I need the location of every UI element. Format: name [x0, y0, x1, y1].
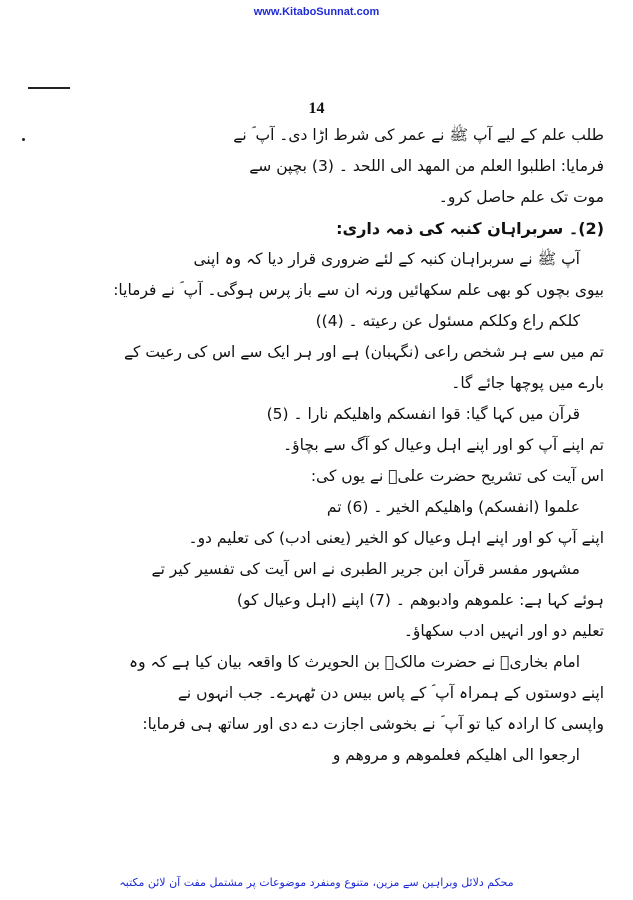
text-line-1: طلب علم کے لیے آپ ﷺ نے عمر کی شرط اڑا دی۔ آپ ؐ نے: [233, 126, 604, 144]
hadith-quote-1: كلكم راع وكلكم مسئول عن رعيته ۔ (4)): [315, 312, 580, 330]
corner-rule: [28, 87, 70, 89]
text-line-3: موت تک علم حاصل کرو۔: [438, 188, 604, 206]
text-line-17: تعلیم دو اور انہیں ادب سکھاؤ۔: [403, 622, 604, 640]
text-line-8: تم میں سے ہر شخص راعی (نگہبان) ہے اور ہر ایک سے اس کی رعیت کے: [123, 343, 604, 361]
text-line-15: مشہور مفسر قرآن ابن جریر الطبری نے اس آیت کی تفسیر کیر تے: [151, 560, 580, 578]
text-line-9: بارے میں پوچھا جائے گا۔: [451, 374, 604, 392]
text-line-12: اس آیت کی تشریح حضرت علیؓ نے یوں کی:: [310, 467, 604, 485]
text-line-2: فرمایا: اطلبوا العلم من المهد الی اللحد ۔ (3) بچپن سے: [249, 157, 604, 175]
text-line-11: تم اپنے آپ کو اور اپنے اہل وعیال کو آگ سے بچاؤ۔: [283, 436, 604, 454]
text-line-19: اپنے دوستوں کے ہمراہ آپ ؐ کے پاس بیس دن ٹھہرے۔ جب انہوں نے: [177, 684, 604, 702]
quran-quote-line: قرآن میں کہا گیا: قوا انفسكم واهليكم نارا ۔ (5): [266, 405, 580, 423]
text-line-6: بیوی بچوں کو بھی علم سکھائیں ورنہ ان سے باز پرس ہوگی۔ آپ ؐ نے فرمایا:: [113, 281, 604, 299]
text-line-5: آپ ﷺ نے سربراہان کنبہ کے لئے ضروری قرار دیا کہ وہ اپنی: [193, 250, 580, 268]
page-number: 14: [308, 100, 325, 117]
hadith-quote-2: علموا (انفسكم) واهليكم الخير ۔ (6) تم: [326, 498, 580, 516]
text-line-20: واپسی کا ارادہ کیا تو آپ ؐ نے بخوشی اجازت دے دی اور ساتھ ہی فرمایا:: [142, 715, 604, 733]
text-line-18: امام بخاریؒ نے حضرت مالکؓ بن الحویرث کا واقعہ بیان کیا ہے کہ وہ: [129, 653, 580, 671]
margin-dot: [22, 138, 25, 141]
footer-tagline: محکم دلائل وبراہین سے مزین، متنوع ومنفرد موضوعات پر مشتمل مفت آن لائن مکتبہ: [119, 876, 514, 889]
text-line-16: ہوئے کہا ہے: علموهم وادبوهم ۔ (7) اپنے (اہل وعیال کو): [236, 591, 604, 609]
hadith-quote-3: ارجعوا الی اهليكم فعلموهم و مروهم و: [332, 746, 580, 764]
site-url: www.KitaboSunnat.com: [253, 6, 380, 18]
page-body: [34, 120, 604, 855]
text-line-14: اپنے آپ کو اور اپنے اہل وعیال کو الخیر (یعنی ادب) کی تعلیم دو۔: [188, 529, 604, 547]
section-heading: (2)۔ سربراہان کنبہ کی ذمہ داری:: [336, 219, 604, 238]
